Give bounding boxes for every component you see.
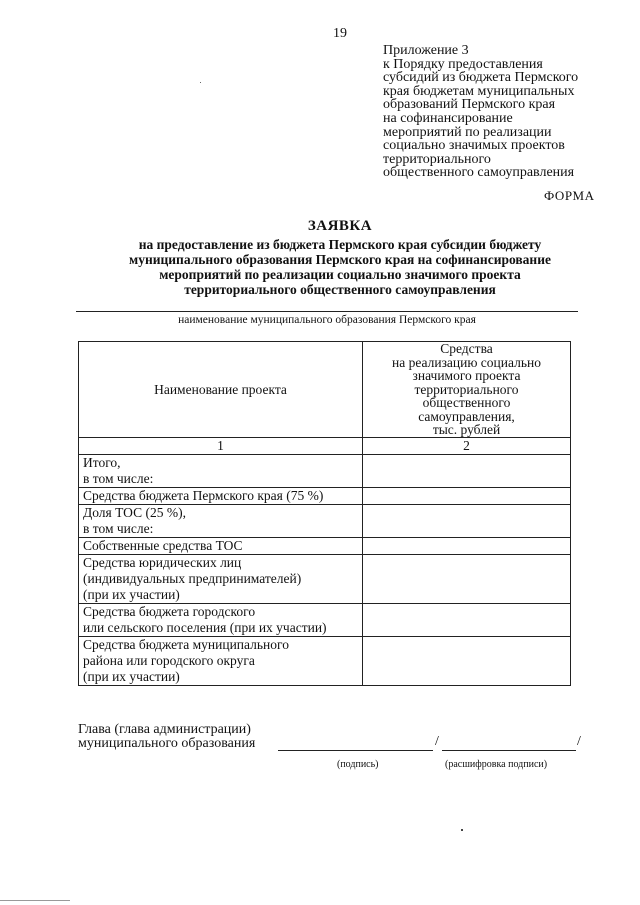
row-label-line: или сельского поселения (при их участии): [83, 619, 327, 635]
row-label: [79, 487, 363, 504]
amount-cell[interactable]: [363, 537, 571, 554]
row-label-line: (при их участии): [83, 668, 180, 684]
signatory-title-line: Глава (глава администрации): [78, 722, 251, 737]
appendix-line: на софинансирование: [383, 110, 513, 126]
column-number-row: [79, 437, 571, 454]
scan-edge-line: [0, 900, 70, 901]
amount-cell[interactable]: [363, 603, 571, 636]
funds-header-line: на реализацию социально: [392, 354, 541, 370]
table-row: [79, 554, 571, 603]
row-label: [79, 603, 363, 636]
amount-cell[interactable]: [363, 487, 571, 504]
municipality-name-field[interactable]: [76, 311, 578, 312]
document-subtitle: [40, 237, 640, 297]
signature-decoding-caption: (расшифровка подписи): [445, 759, 548, 770]
appendix-block: [383, 44, 623, 180]
row-label-line: (при их участии): [83, 586, 180, 602]
form-label: ФОРМА: [544, 188, 595, 203]
funds-header-line: Средства: [440, 341, 493, 356]
table-row: [79, 504, 571, 537]
subtitle-line: муниципального образования Пермского края на софинансирование: [129, 252, 551, 267]
amount-cell[interactable]: [363, 504, 571, 537]
funds-header-line: значимого проекта: [412, 368, 521, 383]
column-number: 2: [363, 437, 571, 454]
row-label-line: Доля ТОС (25 %),: [83, 504, 186, 520]
funds-header-line: общественного: [422, 395, 511, 410]
table-row: [79, 537, 571, 554]
row-label-line: Средства бюджета Пермского края (75 %): [83, 487, 324, 503]
column-number: 1: [79, 437, 363, 454]
appendix-line: социально значимых проектов: [383, 138, 565, 154]
scan-speck: [461, 829, 463, 831]
separator-slash: /: [577, 734, 581, 749]
table-row: [79, 603, 571, 636]
amount-cell[interactable]: [363, 454, 571, 487]
subtitle-line: территориального общественного самоуправления: [184, 282, 496, 297]
funding-table: [78, 341, 571, 686]
row-label-line: в том числе:: [83, 520, 154, 536]
table-row: [79, 487, 571, 504]
row-label: [79, 636, 363, 685]
table-row: [79, 636, 571, 685]
appendix-line: Приложение 3: [383, 43, 469, 58]
project-name-header: Наименование проекта: [79, 342, 363, 438]
funds-header: [363, 342, 571, 438]
signature-field[interactable]: [278, 750, 433, 751]
row-label-line: Собственные средства ТОС: [83, 537, 243, 553]
row-label: [79, 554, 363, 603]
row-label-line: района или городского округа: [83, 652, 255, 668]
separator-slash: /: [435, 734, 439, 749]
appendix-line: к Порядку предоставления: [383, 56, 543, 72]
appendix-line: мероприятий по реализации: [383, 124, 552, 140]
document-title: ЗАЯВКА: [307, 218, 373, 234]
appendix-line: образований Пермского края: [383, 97, 556, 113]
amount-cell[interactable]: [363, 554, 571, 603]
subtitle-line: мероприятий по реализации социально значимого проекта: [159, 267, 521, 282]
appendix-line: субсидий из бюджета Пермского: [383, 70, 579, 86]
row-label: [79, 537, 363, 554]
municipality-name-caption: наименование муниципального образования Пермского края: [178, 314, 476, 326]
appendix-line: общественного самоуправления: [383, 165, 575, 181]
appendix-line: территориального: [383, 151, 491, 167]
row-label: [79, 454, 363, 487]
amount-cell[interactable]: [363, 636, 571, 685]
row-label-line: в том числе:: [83, 470, 154, 486]
row-label-line: Средства юридических лиц: [83, 554, 242, 570]
row-label-line: (индивидуальных предпринимателей): [83, 570, 302, 586]
signature-decoding-field[interactable]: [442, 750, 576, 751]
table-header-row: [79, 342, 571, 438]
scan-speck: [200, 82, 201, 83]
appendix-line: края бюджетам муниципальных: [383, 83, 575, 99]
row-label: [79, 504, 363, 537]
funds-header-line: самоуправления,: [418, 408, 515, 424]
page-number: 19: [333, 26, 347, 41]
signatory-title-line: муниципального образования: [78, 736, 256, 751]
funds-header-line: территориального: [414, 381, 519, 397]
row-label-line: Средства бюджета муниципального: [83, 636, 289, 652]
row-label-line: Итого,: [83, 454, 121, 470]
signature-caption: (подпись): [337, 759, 379, 770]
table-row: [79, 454, 571, 487]
funds-header-line: тыс. рублей: [432, 422, 501, 437]
row-label-line: Средства бюджета городского: [83, 603, 256, 619]
subtitle-line: на предоставление из бюджета Пермского края субсидии бюджету: [138, 237, 542, 252]
